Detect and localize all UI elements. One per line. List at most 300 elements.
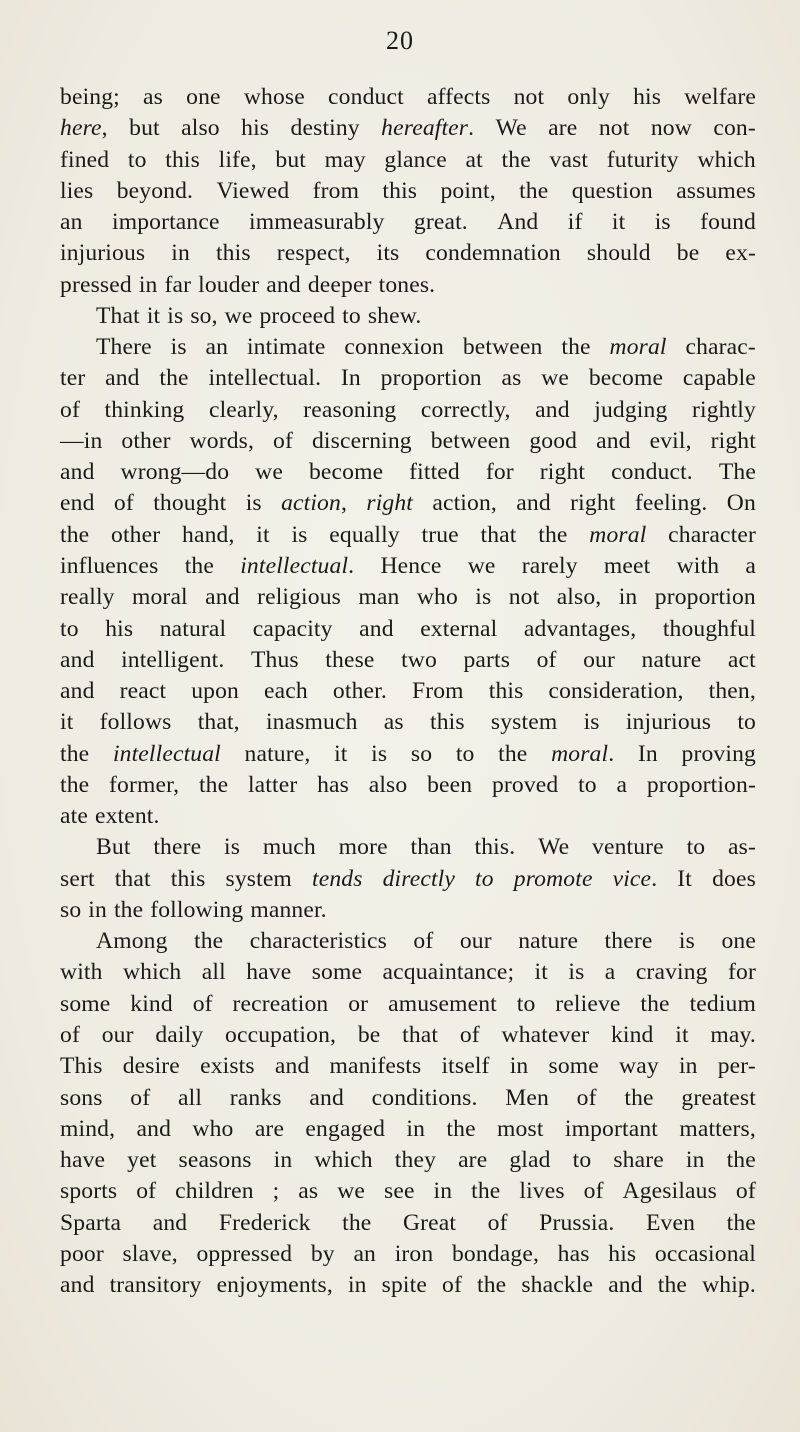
word: [736, 1178, 756, 1205]
text-run: This: [60, 1053, 103, 1080]
text-run: and: [60, 459, 95, 486]
text-line: [60, 334, 756, 365]
word: [60, 428, 102, 455]
text-run: oppressed: [196, 1240, 293, 1267]
text-run: good: [529, 427, 578, 454]
text-run: of: [273, 427, 293, 454]
word: [700, 209, 756, 236]
word: [96, 834, 131, 861]
word: [663, 616, 756, 643]
text-run: and: [136, 1115, 172, 1142]
text-run: there: [153, 834, 202, 861]
word: [248, 772, 297, 799]
text-line: [60, 303, 756, 334]
word: [475, 866, 494, 893]
word: [456, 741, 475, 768]
word: [273, 428, 293, 455]
text-run: it: [60, 709, 74, 736]
text-run: these: [325, 646, 375, 673]
word: [60, 365, 85, 392]
word: [198, 272, 259, 299]
word: [570, 490, 615, 517]
word: [488, 1210, 508, 1237]
text-run: reasoning: [303, 396, 397, 423]
word: [160, 616, 227, 643]
word: [171, 240, 190, 267]
word: [537, 647, 557, 674]
text-run: And: [497, 209, 539, 236]
word: [610, 334, 667, 361]
text-run: the: [640, 990, 670, 1017]
word: [109, 772, 179, 799]
word: [264, 678, 308, 705]
word: [274, 1147, 293, 1174]
text-run: con-: [713, 115, 756, 142]
text-line: [60, 1085, 756, 1116]
text-run: In: [340, 365, 361, 392]
word: [60, 147, 109, 174]
text-line: [60, 178, 756, 209]
text-run: the: [726, 1147, 756, 1174]
word: [535, 959, 548, 986]
text-run: of: [487, 1209, 508, 1236]
text-run: itself: [441, 1053, 490, 1080]
text-run: this: [429, 709, 465, 736]
text-run: in: [138, 271, 158, 298]
text-run: who: [192, 1115, 234, 1142]
text-run: and: [516, 490, 551, 517]
text-run: —in: [60, 427, 103, 454]
word: [136, 1178, 156, 1205]
text-run: share: [613, 1147, 664, 1174]
text-run: been: [427, 771, 473, 798]
text-run: the: [498, 740, 528, 767]
word: [121, 459, 230, 486]
text-run: and: [266, 271, 301, 298]
word: [745, 553, 756, 580]
word: [255, 459, 283, 486]
word: [679, 928, 695, 955]
word: [519, 1178, 564, 1205]
word: [497, 1116, 544, 1143]
text-run: to: [342, 302, 361, 329]
text-run: the: [342, 1209, 372, 1236]
word: [219, 147, 257, 174]
word: [728, 959, 756, 986]
text-run: affects: [426, 84, 491, 110]
text-run: deeper: [307, 271, 372, 298]
text-run: this: [215, 240, 251, 267]
text-run: Frederick: [218, 1209, 311, 1236]
text-run: ;: [272, 1178, 280, 1205]
word: [612, 209, 625, 236]
word: [679, 1053, 698, 1080]
word: [548, 678, 683, 705]
word: [382, 178, 417, 205]
word: [123, 1053, 180, 1080]
word: [685, 334, 755, 361]
text-run: pressed: [60, 271, 132, 298]
word: [250, 897, 326, 924]
text-run: ex-: [725, 240, 756, 267]
text-run: judging: [594, 396, 668, 423]
word: [208, 365, 321, 392]
word: [372, 1085, 478, 1112]
word: [422, 522, 459, 549]
text-run: action,: [432, 490, 497, 517]
word: [382, 1272, 427, 1299]
text-run: proportion-: [646, 771, 756, 798]
word: [325, 147, 366, 174]
word: [128, 147, 147, 174]
text-run: louder: [198, 271, 260, 298]
word: [216, 178, 289, 205]
text-run: injurious: [625, 709, 712, 736]
word: [725, 240, 756, 267]
word: [676, 178, 756, 205]
word: [309, 1085, 344, 1112]
text-run: his: [241, 115, 270, 142]
text-run: the: [113, 896, 144, 923]
text-run: of: [576, 1084, 597, 1111]
text-run: thought: [153, 490, 227, 517]
text-run: spite: [381, 1272, 427, 1299]
text-run: intimate: [246, 334, 326, 361]
word: [60, 1178, 117, 1205]
word: [190, 428, 254, 455]
word: [557, 584, 602, 611]
word: [342, 303, 361, 330]
text-run: moral: [131, 584, 188, 611]
word: [529, 428, 577, 455]
text-run: yet: [127, 1147, 157, 1174]
text-run: to: [455, 740, 475, 767]
word: [329, 522, 400, 549]
text-line: [60, 1022, 756, 1053]
text-run: is: [245, 490, 262, 517]
text-run: immeasurably: [249, 209, 385, 236]
word: [132, 584, 188, 611]
text-run: lives: [519, 1178, 565, 1205]
word: [60, 991, 110, 1018]
word: [414, 209, 468, 236]
text-run: bondage,: [451, 1240, 539, 1267]
word: [592, 834, 664, 861]
text-run: a: [745, 552, 756, 579]
word: [60, 553, 158, 580]
text-line: [60, 147, 756, 178]
italic-text: right: [366, 490, 413, 517]
word: [250, 928, 387, 955]
word: [60, 1241, 104, 1268]
text-line: [60, 1053, 756, 1084]
text-run: seasons: [178, 1147, 252, 1174]
word: [246, 959, 291, 986]
text-run: far: [164, 271, 192, 298]
text-run: his: [633, 84, 662, 110]
text-run: capable: [682, 365, 756, 392]
word: [96, 928, 168, 955]
text-run: On: [726, 490, 756, 517]
text-line: [60, 459, 756, 490]
text-run: to: [60, 615, 79, 642]
word: [388, 991, 497, 1018]
word: [368, 303, 422, 330]
text-run: proportion: [654, 584, 756, 611]
word: [737, 709, 756, 736]
text-run: as: [383, 709, 404, 736]
text-run: ranks: [229, 1084, 282, 1111]
text-run: and: [359, 615, 394, 642]
text-run: former,: [109, 771, 180, 798]
text-line: [60, 1116, 756, 1147]
text-run: is: [224, 834, 241, 861]
text-run: the: [198, 771, 229, 798]
word: [383, 959, 515, 986]
text-run: nature: [641, 646, 702, 673]
text-line: [60, 991, 756, 1022]
text-line: [60, 553, 756, 584]
word: [589, 522, 646, 549]
text-run: is: [371, 740, 388, 767]
word: [577, 1085, 597, 1112]
text-run: .: [608, 740, 615, 767]
word: [217, 1272, 333, 1299]
text-run: it: [534, 959, 548, 986]
word: [492, 772, 558, 799]
text-run: and: [60, 646, 95, 673]
word: [502, 147, 531, 174]
word: [434, 1178, 453, 1205]
text-run: proportion: [380, 365, 482, 392]
text-run: his: [105, 615, 134, 642]
word: [572, 178, 653, 205]
word: [539, 1210, 614, 1237]
text-run: one: [721, 928, 756, 955]
word: [143, 84, 163, 111]
text-line: [60, 397, 756, 428]
word: [605, 959, 616, 986]
word: [466, 147, 483, 174]
word: [431, 428, 511, 455]
text-run: but: [275, 146, 306, 173]
word: [275, 147, 306, 174]
word: [509, 584, 540, 611]
word: [686, 1147, 705, 1174]
word: [337, 1178, 365, 1205]
text-line: [60, 741, 756, 772]
text-line: [60, 1272, 756, 1303]
text-run: that: [402, 1021, 439, 1048]
text-run: it: [675, 1021, 689, 1048]
text-run: Agesilaus: [622, 1178, 717, 1205]
word: [60, 866, 95, 893]
page-number: 20: [386, 26, 414, 55]
text-run: Hence: [380, 552, 442, 579]
text-run: There: [96, 334, 152, 361]
text-line: [60, 803, 756, 834]
text-run: We: [495, 115, 527, 142]
word: [468, 553, 496, 580]
word: [178, 1085, 202, 1112]
word: [325, 647, 374, 674]
text-run: if: [567, 209, 583, 236]
text-run: fitted: [409, 459, 460, 486]
text-run: proceed: [259, 302, 336, 329]
text-run: vast: [549, 146, 589, 173]
word: [192, 1116, 233, 1143]
text-run: of: [413, 928, 434, 955]
word: [198, 709, 240, 736]
text-run: this: [170, 865, 206, 892]
word: [105, 365, 140, 392]
word: [535, 397, 570, 424]
word: [150, 897, 243, 924]
word: [312, 866, 363, 893]
word: [130, 991, 173, 1018]
word: [196, 1241, 292, 1268]
text-run: of: [113, 490, 134, 517]
text-run: as: [501, 365, 522, 392]
text-line: [60, 584, 756, 615]
word: [178, 1147, 251, 1174]
word: [60, 616, 79, 643]
word: [411, 741, 432, 768]
italic-text: vice: [612, 865, 652, 892]
text-run: the: [159, 365, 189, 392]
text-run: Viewed: [216, 177, 290, 204]
word: [496, 115, 527, 142]
text-run: become: [588, 365, 664, 392]
text-line: [60, 1178, 756, 1209]
word: [130, 1085, 150, 1112]
word: [583, 647, 615, 674]
word: [471, 1178, 500, 1205]
text-run: being;: [60, 84, 120, 110]
text-run: correctly,: [420, 396, 511, 423]
text-run: at: [465, 146, 483, 173]
text-run: one: [186, 84, 221, 110]
word: [175, 1178, 254, 1205]
word: [60, 678, 95, 705]
word: [113, 741, 221, 768]
text-run: hand,: [182, 521, 235, 548]
text-run: character: [668, 521, 756, 548]
text-run: the: [624, 1084, 654, 1111]
word: [690, 991, 756, 1018]
word: [727, 490, 756, 517]
word: [568, 209, 583, 236]
word: [114, 490, 134, 517]
text-run: whose: [243, 84, 305, 110]
text-run: also: [368, 771, 408, 798]
text-run: kind: [610, 1021, 654, 1048]
word: [137, 1116, 172, 1143]
word: [463, 647, 510, 674]
word: [206, 334, 229, 361]
text-run: become: [308, 459, 384, 486]
text-run: children: [175, 1178, 254, 1205]
word: [712, 866, 756, 893]
word: [190, 303, 217, 330]
word: [334, 741, 347, 768]
word: [727, 1147, 756, 1174]
text-run: is: [568, 959, 585, 986]
word: [171, 866, 206, 893]
italic-text: promote: [513, 865, 593, 892]
word: [561, 334, 590, 361]
word: [647, 772, 756, 799]
text-run: of: [136, 1178, 157, 1205]
word: [257, 584, 341, 611]
text-run: that: [480, 521, 517, 548]
text-line: [60, 1210, 756, 1241]
word: [540, 459, 585, 486]
word: [710, 1022, 756, 1049]
text-run: has: [317, 771, 349, 798]
text-run: in: [618, 584, 638, 611]
word: [353, 1241, 376, 1268]
word: [611, 1022, 654, 1049]
italic-text: intellectual: [112, 740, 221, 767]
text-line: [60, 928, 756, 959]
italic-text: here: [60, 115, 102, 142]
word: [308, 272, 372, 299]
text-run: way: [619, 1053, 659, 1080]
word: [524, 616, 636, 643]
word: [309, 459, 383, 486]
text-run: react: [119, 678, 167, 705]
text-run: other: [121, 427, 171, 454]
word: [60, 897, 81, 924]
word: [675, 1022, 688, 1049]
text-run: glance: [384, 146, 447, 173]
text-line: [60, 240, 756, 271]
text-run: and: [60, 678, 95, 705]
text-run: of: [192, 990, 213, 1017]
text-run: In: [637, 740, 658, 767]
text-run: but: [129, 115, 160, 142]
word: [281, 490, 347, 517]
text-run: life,: [218, 146, 257, 173]
word: [441, 1053, 489, 1080]
text-run: recreation: [232, 990, 329, 1017]
text-run: an: [205, 334, 229, 361]
word: [102, 1022, 134, 1049]
word: [687, 834, 706, 861]
text-run: for: [728, 959, 756, 986]
text-run: has: [557, 1240, 590, 1267]
text-run: influences: [60, 552, 159, 579]
text-run: engaged: [305, 1115, 386, 1142]
word: [348, 991, 368, 1018]
word: [348, 1272, 367, 1299]
word: [291, 522, 307, 549]
text-run: system: [490, 709, 558, 736]
text-run: that: [114, 865, 151, 892]
word: [683, 365, 756, 392]
text-run: other: [111, 521, 161, 548]
word: [111, 522, 160, 549]
word: [491, 709, 557, 736]
word: [60, 1053, 103, 1080]
word: [253, 616, 333, 643]
word: [60, 1147, 105, 1174]
word: [395, 1147, 436, 1174]
text-run: only: [567, 84, 610, 110]
word: [60, 584, 115, 611]
text-run: be: [676, 240, 700, 267]
